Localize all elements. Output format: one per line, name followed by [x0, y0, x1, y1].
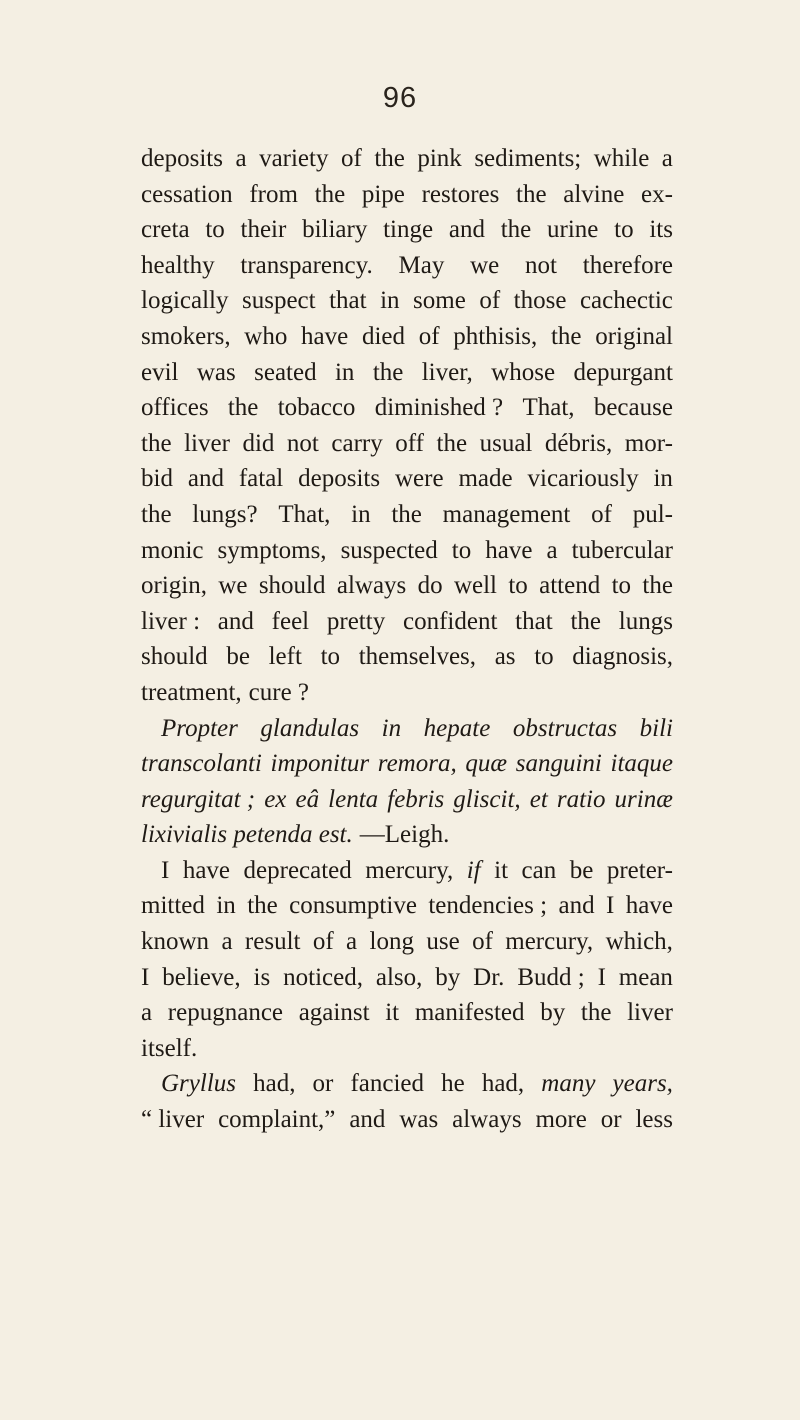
- word: lungs?: [192, 500, 258, 528]
- word: Budd ;: [517, 963, 585, 991]
- word: suspected: [340, 536, 438, 564]
- word: result: [244, 928, 301, 956]
- word: quæ: [465, 750, 508, 778]
- word: a: [546, 536, 558, 564]
- text-line: [141, 817, 673, 853]
- word: febris: [387, 785, 445, 813]
- word: the: [314, 180, 346, 208]
- word: in: [381, 714, 402, 742]
- word: to: [320, 643, 341, 671]
- word: liver: [627, 999, 673, 1027]
- text-line: [141, 746, 673, 782]
- word: consumptive: [289, 892, 417, 920]
- word: those: [513, 287, 567, 315]
- word: mitted: [141, 892, 205, 920]
- word: it: [385, 999, 400, 1027]
- word: alvine: [563, 180, 625, 208]
- word: a: [141, 999, 153, 1027]
- word: lungs: [618, 607, 673, 635]
- word: by: [435, 963, 461, 991]
- word: management: [442, 500, 571, 528]
- word: and: [448, 216, 485, 244]
- text-line: [141, 568, 673, 604]
- word: smokers,: [141, 322, 231, 350]
- word: many: [541, 1070, 596, 1098]
- word: complaint,”: [218, 1106, 336, 1134]
- word: noticed,: [283, 963, 363, 991]
- word: have: [182, 856, 231, 884]
- page-number: 96: [382, 82, 418, 114]
- word: ex-: [641, 180, 673, 208]
- word: died: [361, 322, 405, 350]
- word: a: [221, 928, 233, 956]
- word: should: [141, 643, 208, 671]
- word: was: [196, 358, 236, 386]
- word: deposits: [141, 145, 223, 172]
- word: suspect: [241, 287, 316, 315]
- body-text: [141, 141, 673, 1138]
- text-line: [141, 639, 673, 675]
- word: be: [569, 856, 594, 884]
- word: tendencies ;: [428, 892, 548, 920]
- word: the: [516, 180, 547, 208]
- word: of: [312, 928, 334, 956]
- text-line: [141, 995, 673, 1031]
- word: have: [485, 536, 533, 564]
- word: if: [466, 856, 481, 884]
- word: itaque: [610, 750, 673, 778]
- word: Gryllus: [161, 1070, 236, 1098]
- word: of: [340, 145, 362, 172]
- word: cachectic: [579, 287, 673, 315]
- word: regurgitat ;: [141, 785, 256, 813]
- word: he: [441, 1070, 465, 1098]
- text-line: [141, 461, 673, 497]
- word: usual: [479, 429, 533, 457]
- word: tobacco: [277, 394, 356, 422]
- word: against: [298, 999, 370, 1027]
- word: carry: [331, 429, 383, 457]
- word: the: [550, 322, 582, 350]
- word: long: [369, 928, 414, 956]
- word: fancied: [350, 1070, 425, 1098]
- text-line: [141, 853, 673, 889]
- word: a: [235, 145, 247, 172]
- word: transcolanti: [141, 750, 262, 778]
- word: off: [395, 429, 424, 457]
- word: in: [653, 465, 673, 493]
- word: it: [494, 856, 509, 884]
- word: That,: [278, 500, 331, 528]
- text-line: [141, 675, 673, 711]
- word: years,: [612, 1070, 673, 1098]
- word: or: [312, 1070, 334, 1098]
- word: eâ: [295, 785, 320, 813]
- word: in: [334, 358, 355, 386]
- word: I: [161, 856, 170, 884]
- word: May: [398, 251, 445, 279]
- word: et: [529, 785, 548, 813]
- word: themselves,: [358, 643, 477, 671]
- word: its: [649, 216, 673, 244]
- word: logically: [141, 287, 229, 315]
- word: was: [399, 1106, 439, 1134]
- word: mor-: [624, 429, 673, 457]
- text-line: [141, 782, 673, 818]
- word: believe,: [162, 963, 241, 991]
- word: vicariously: [527, 465, 639, 493]
- word: some: [413, 287, 466, 315]
- word: a: [346, 928, 358, 956]
- word: made: [458, 465, 513, 493]
- word: to: [534, 643, 554, 671]
- word: Propter: [161, 714, 238, 742]
- word: obstructas: [512, 714, 618, 742]
- text-line: [141, 924, 673, 960]
- word: left: [268, 643, 302, 671]
- word: the: [500, 216, 532, 244]
- word: known: [141, 928, 210, 956]
- word: itself.: [141, 1034, 198, 1062]
- word: well: [453, 572, 497, 600]
- text-line: [141, 1031, 673, 1067]
- word: do: [417, 572, 443, 600]
- word: be: [226, 643, 250, 671]
- word: not: [286, 429, 319, 457]
- word: cure ?: [248, 678, 310, 706]
- word: and: [217, 607, 254, 635]
- word: always: [452, 1106, 522, 1134]
- text-line: [141, 960, 673, 996]
- word: of: [472, 928, 493, 956]
- text-line: [141, 1066, 673, 1102]
- word: had,: [253, 1070, 296, 1098]
- word: because: [593, 394, 673, 422]
- word: also,: [375, 963, 423, 991]
- word: a: [661, 145, 673, 172]
- word: hepate: [423, 714, 491, 742]
- word: liver: [184, 429, 230, 457]
- word: phthisis,: [453, 322, 538, 350]
- word: seated: [254, 358, 317, 386]
- word: from: [249, 180, 298, 208]
- word: liver :: [141, 607, 201, 635]
- text-line: [141, 426, 673, 462]
- word: imponitur: [270, 750, 370, 778]
- word: more: [535, 1106, 587, 1134]
- word: pretty: [326, 607, 386, 635]
- word: transparency.: [240, 251, 373, 279]
- word: evil: [141, 358, 179, 386]
- word: we: [218, 572, 248, 600]
- word: I: [141, 963, 150, 991]
- text-line: [141, 604, 673, 640]
- word: that: [515, 607, 553, 635]
- word: use: [426, 928, 460, 956]
- text-line: [141, 1102, 673, 1138]
- word: urine: [547, 216, 599, 244]
- word: treatment,: [141, 678, 242, 706]
- word: to: [611, 572, 632, 600]
- text-line: [141, 533, 673, 569]
- word: gliscit,: [453, 785, 521, 813]
- word: should: [258, 572, 326, 600]
- word: had,: [481, 1070, 525, 1098]
- word: attend: [539, 572, 601, 600]
- word: or: [600, 1106, 622, 1134]
- word: liver,: [421, 358, 473, 386]
- word: mean: [618, 963, 673, 991]
- word: the: [391, 500, 422, 528]
- word: preter-: [606, 856, 673, 884]
- word: have: [625, 892, 673, 920]
- word: fatal: [238, 465, 284, 493]
- word: the: [374, 145, 405, 172]
- word: the: [642, 572, 673, 600]
- word: the: [141, 500, 172, 528]
- text-line: [141, 212, 673, 248]
- word: can: [521, 856, 557, 884]
- text-line: [141, 319, 673, 355]
- word: less: [635, 1106, 673, 1134]
- word: manifested: [414, 999, 525, 1027]
- word: their: [240, 216, 287, 244]
- word: repugnance: [167, 999, 284, 1027]
- word: I: [606, 892, 615, 920]
- word: the: [570, 607, 601, 635]
- word: original: [595, 322, 673, 350]
- word: depurgant: [573, 358, 673, 386]
- text-line: [141, 497, 673, 533]
- word: Dr.: [473, 963, 505, 991]
- word: lixivialis petenda est.: [141, 821, 353, 849]
- word: That,: [522, 394, 575, 422]
- word: lenta: [328, 785, 379, 813]
- word: in: [380, 287, 400, 315]
- text-line: [141, 177, 673, 213]
- word: ratio: [556, 785, 606, 813]
- word: creta: [141, 216, 190, 244]
- word: we: [470, 251, 500, 279]
- word: to: [614, 216, 634, 244]
- word: did: [242, 429, 275, 457]
- word: and: [558, 892, 595, 920]
- word: while: [593, 145, 650, 172]
- word: of: [591, 500, 612, 528]
- word: always: [336, 572, 407, 600]
- word: cessation: [141, 180, 233, 208]
- word: in: [216, 892, 236, 920]
- word: which,: [605, 928, 673, 956]
- word: monic: [141, 536, 204, 564]
- word: the: [436, 429, 468, 457]
- word: restores: [421, 180, 500, 208]
- word: —Leigh.: [359, 821, 450, 849]
- word: whose: [491, 358, 556, 386]
- word: tinge: [383, 216, 434, 244]
- word: that: [329, 287, 367, 315]
- word: to: [508, 572, 528, 600]
- word: healthy: [141, 251, 215, 279]
- word: offices: [141, 394, 209, 422]
- word: sediments;: [474, 145, 582, 172]
- text-line: [141, 248, 673, 284]
- word: pul-: [632, 500, 673, 528]
- word: in: [351, 500, 371, 528]
- word: of: [479, 287, 501, 315]
- word: variety: [259, 145, 329, 172]
- word: of: [418, 322, 440, 350]
- word: bid: [141, 465, 173, 493]
- word: is: [253, 963, 271, 991]
- word: mercury,: [365, 856, 454, 884]
- word: not: [525, 251, 557, 279]
- word: biliary: [302, 216, 368, 244]
- word: and: [349, 1106, 386, 1134]
- word: “ liver: [141, 1106, 205, 1134]
- word: remora,: [377, 750, 457, 778]
- word: bili: [639, 714, 673, 742]
- text-line: [141, 711, 673, 747]
- word: to: [205, 216, 225, 244]
- word: ex: [264, 785, 287, 813]
- word: pink: [417, 145, 462, 172]
- text-line: [141, 888, 673, 924]
- text-line: [141, 390, 673, 426]
- word: the: [227, 394, 259, 422]
- word: I: [597, 963, 606, 991]
- word: were: [395, 465, 444, 493]
- text-line: [141, 355, 673, 391]
- word: by: [540, 999, 566, 1027]
- word: the: [580, 999, 612, 1027]
- word: who: [244, 322, 288, 350]
- word: as: [494, 643, 516, 671]
- word: to: [451, 536, 472, 564]
- word: sanguini: [515, 750, 602, 778]
- word: mercury,: [505, 928, 594, 956]
- word: the: [141, 429, 172, 457]
- word: diminished ?: [374, 394, 504, 422]
- word: symptoms,: [217, 536, 327, 564]
- word: débris,: [544, 429, 613, 457]
- word: origin,: [141, 572, 207, 600]
- word: pipe: [361, 180, 405, 208]
- word: urinæ: [614, 785, 673, 813]
- text-line: [141, 283, 673, 319]
- word: and: [187, 465, 224, 493]
- word: glandulas: [260, 714, 360, 742]
- word: confident: [402, 607, 498, 635]
- word: have: [301, 322, 349, 350]
- word: deprecated: [243, 856, 352, 884]
- word: the: [247, 892, 278, 920]
- word: therefore: [582, 251, 673, 279]
- word: the: [372, 358, 404, 386]
- word: deposits: [298, 465, 381, 493]
- word: tubercular: [571, 536, 673, 564]
- text-line: [141, 141, 673, 177]
- word: feel: [271, 607, 310, 635]
- word: diagnosis,: [572, 643, 673, 671]
